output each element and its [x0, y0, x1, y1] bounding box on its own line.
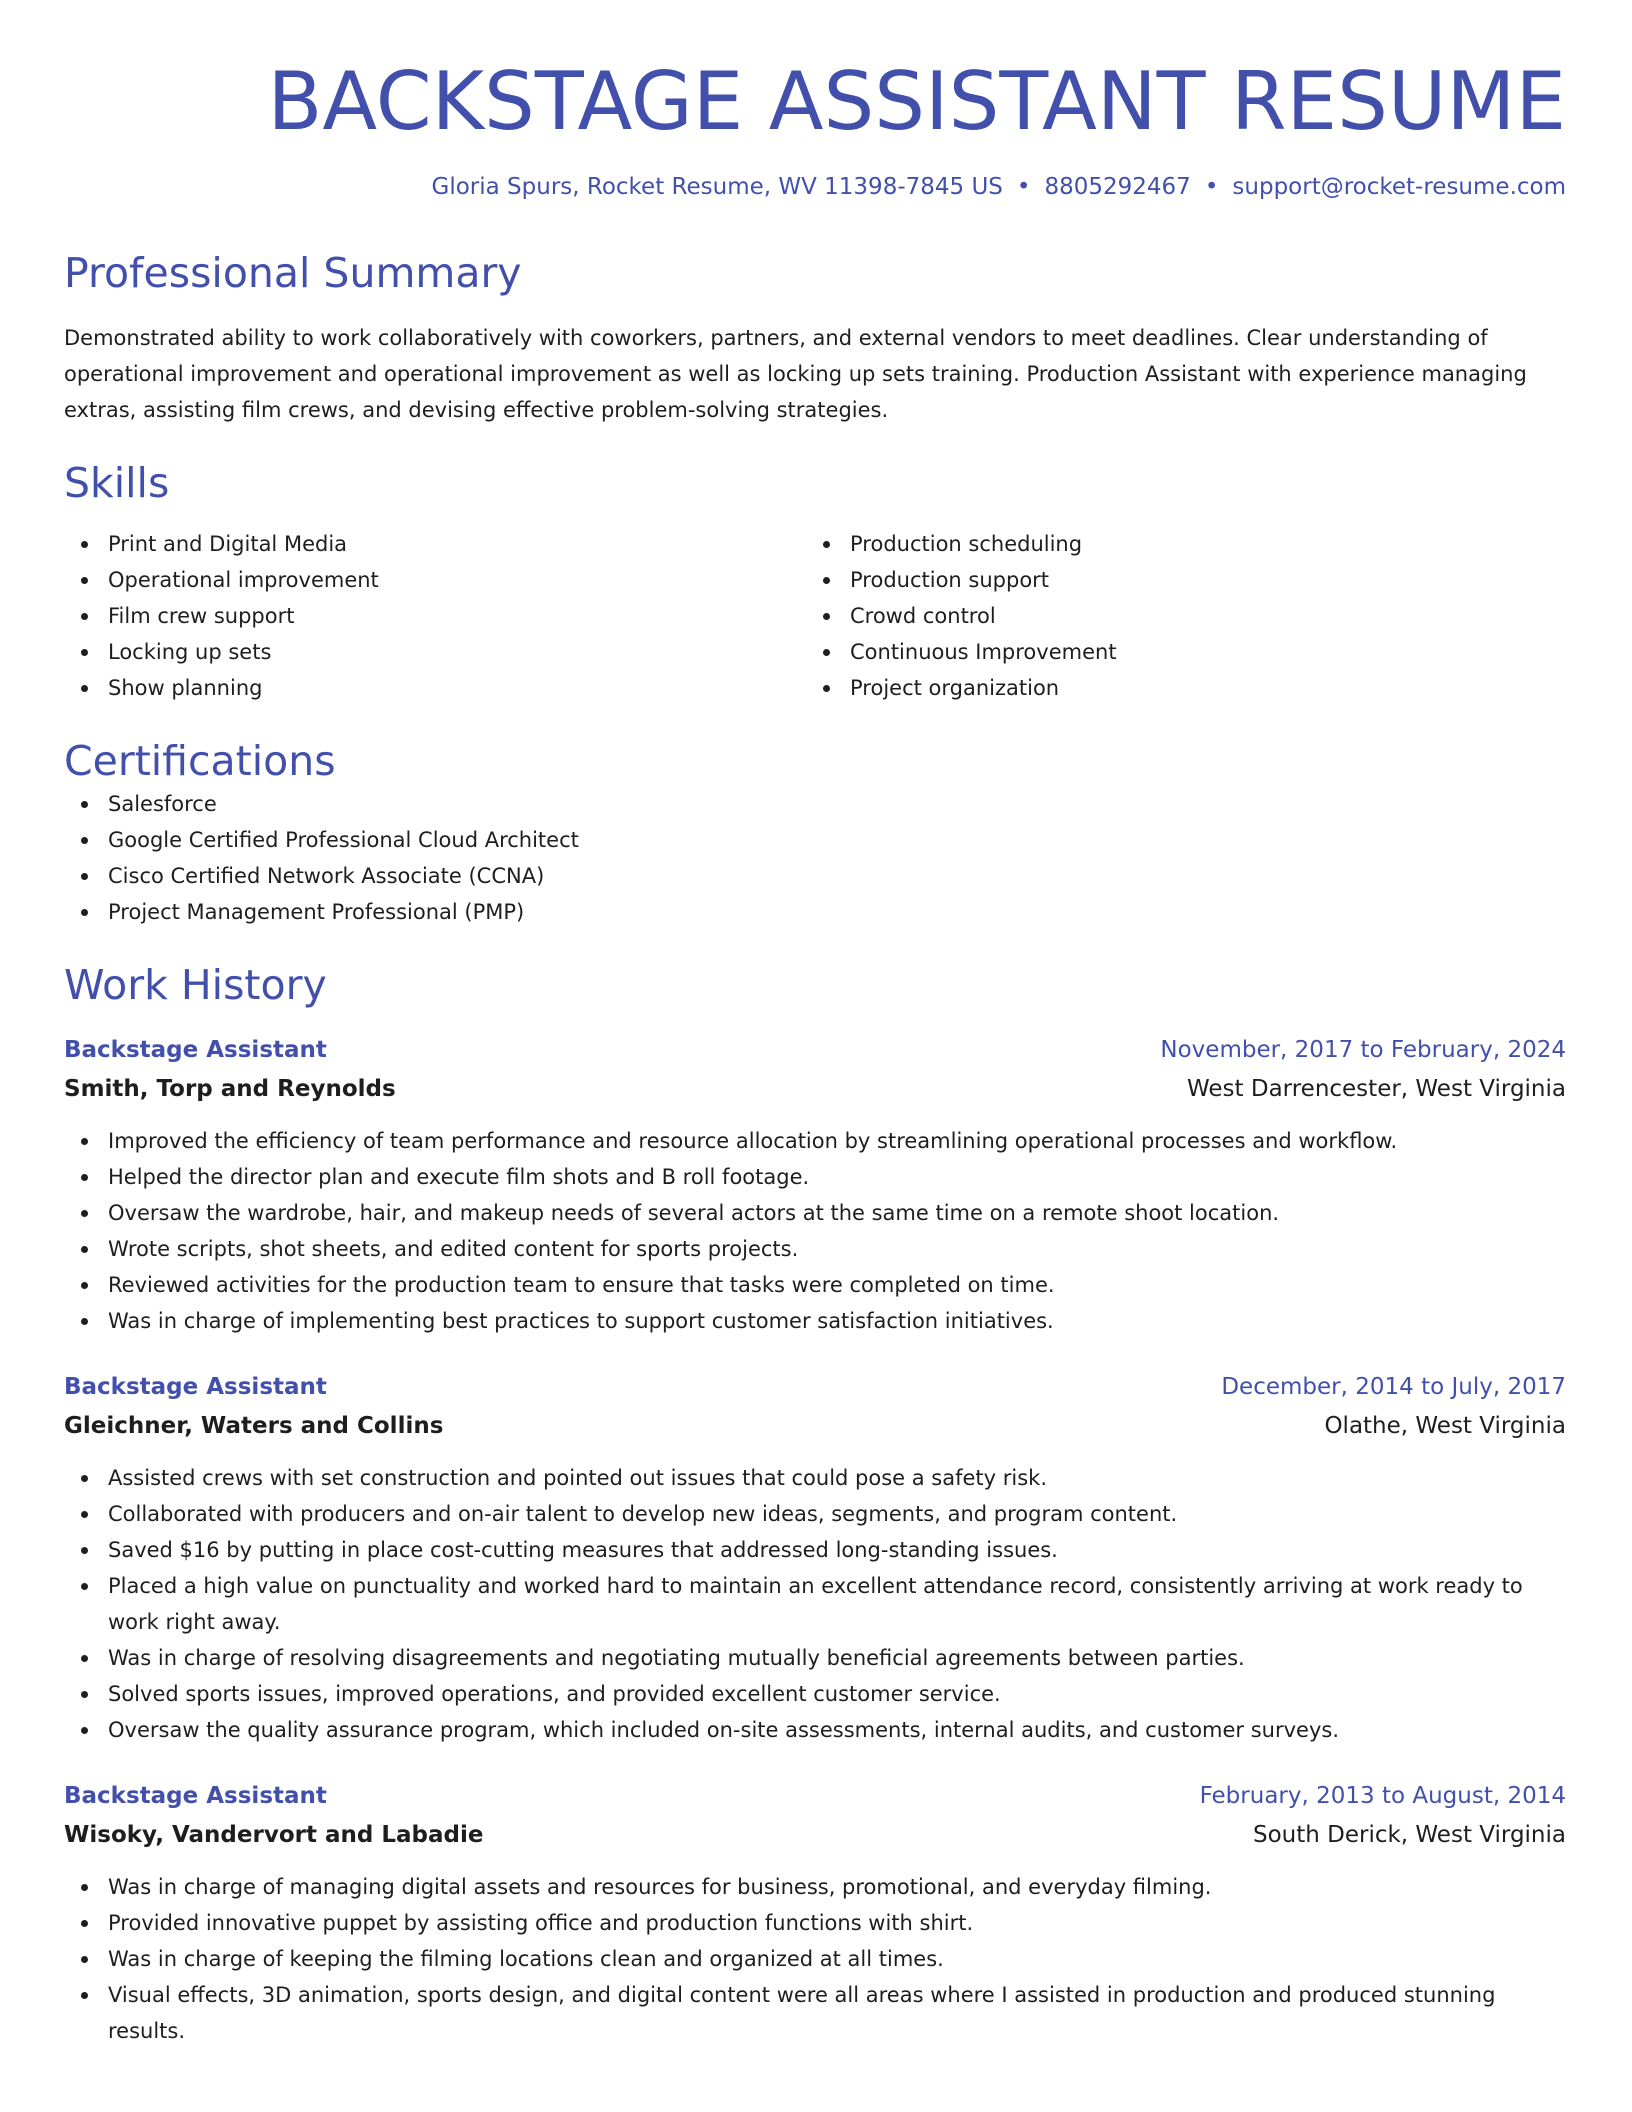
certification-item: Project Management Professional (PMP) [64, 894, 1566, 930]
job-bullets [64, 1460, 1566, 1748]
skill-item: Film crew support [64, 598, 806, 634]
skills-heading: Skills [64, 459, 170, 507]
job-header-row [64, 1032, 1566, 1068]
job-header-row [64, 1778, 1566, 1814]
skill-item: Print and Digital Media [64, 526, 806, 562]
job-bullet: Placed a high value on punctuality and worked hard to maintain an excellent attendance record, consistently arriving at work ready to work right away. [64, 1568, 1566, 1640]
job-entry [64, 1778, 1566, 2049]
job-company: Smith, Torp and Reynolds [64, 1076, 396, 1102]
resume-title: BACKSTAGE ASSISTANT RESUME [267, 55, 1566, 148]
skill-item: Production support [806, 562, 1548, 598]
summary-section [64, 248, 1566, 428]
contact-line [64, 174, 1566, 200]
skill-item: Production scheduling [806, 526, 1548, 562]
job-dates: November, 2017 to February, 2024 [1160, 1037, 1566, 1063]
contact-email[interactable]: support@rocket-resume.com [1232, 174, 1566, 200]
skill-item: Locking up sets [64, 634, 806, 670]
skills-column-left [64, 526, 806, 706]
job-bullet: Visual effects, 3D animation, sports design, and digital content were all areas where I assisted in production and produced stunning results. [64, 1977, 1566, 2049]
certifications-list [64, 786, 1566, 930]
job-company: Wisoky, Vandervort and Labadie [64, 1822, 484, 1848]
skill-item: Continuous Improvement [806, 634, 1548, 670]
job-bullet: Assisted crews with set construction and pointed out issues that could pose a safety risk. [64, 1460, 1566, 1496]
job-dates: February, 2013 to August, 2014 [1199, 1783, 1566, 1809]
skills-grid [64, 526, 1566, 706]
job-bullet: Was in charge of implementing best practices to support customer satisfaction initiatives. [64, 1303, 1566, 1339]
certifications-section [64, 736, 1566, 930]
job-subheader-row [64, 1068, 1566, 1107]
job-entry [64, 1032, 1566, 1339]
work-history-heading: Work History [64, 961, 327, 1009]
job-bullet: Was in charge of managing digital assets and resources for business, promotional, and everyday filming. [64, 1869, 1566, 1905]
skill-item: Crowd control [806, 598, 1548, 634]
contact-address: Gloria Spurs, Rocket Resume, WV 11398-7845 US [431, 174, 1003, 200]
job-bullet: Reviewed activities for the production team to ensure that tasks were completed on time. [64, 1267, 1566, 1303]
contact-separator: • [1016, 174, 1031, 200]
summary-heading: Professional Summary [64, 249, 522, 297]
certifications-heading: Certifications [64, 737, 336, 785]
job-bullet: Improved the efficiency of team performance and resource allocation by streamlining operational processes and workflow. [64, 1123, 1566, 1159]
resume-page [64, 52, 1566, 2049]
job-bullet: Provided innovative puppet by assisting office and production functions with shirt. [64, 1905, 1566, 1941]
job-bullets [64, 1123, 1566, 1339]
job-title: Backstage Assistant [64, 1374, 327, 1400]
job-location: West Darrencester, West Virginia [1187, 1076, 1566, 1102]
skill-item: Project organization [806, 670, 1548, 706]
certification-item: Cisco Certified Network Associate (CCNA) [64, 858, 1566, 894]
job-bullet: Saved $16 by putting in place cost-cutting measures that addressed long-standing issues. [64, 1532, 1566, 1568]
contact-separator: • [1204, 174, 1219, 200]
skills-section [64, 458, 1566, 706]
work-history-section [64, 960, 1566, 2049]
job-bullet: Was in charge of resolving disagreements and negotiating mutually beneficial agreements between parties. [64, 1640, 1566, 1676]
skill-item: Operational improvement [64, 562, 806, 598]
job-bullets [64, 1869, 1566, 2049]
contact-phone: 8805292467 [1044, 174, 1191, 200]
job-bullet: Solved sports issues, improved operations, and provided excellent customer service. [64, 1676, 1566, 1712]
job-subheader-row [64, 1814, 1566, 1853]
job-location: Olathe, West Virginia [1324, 1413, 1566, 1439]
job-bullet: Oversaw the quality assurance program, which included on-site assessments, internal audits, and customer surveys. [64, 1712, 1566, 1748]
summary-text: Demonstrated ability to work collaboratively with coworkers, partners, and external vendors to meet deadlines. Clear understanding of operational improvement and operational improvement as well as locking up sets training. Production Assistant with experience managing extras, assisting film crews, and devising effective problem-solving strategies. [64, 326, 1527, 422]
job-company: Gleichner, Waters and Collins [64, 1413, 444, 1439]
job-bullet: Was in charge of keeping the filming locations clean and organized at all times. [64, 1941, 1566, 1977]
skills-column-right [806, 526, 1548, 706]
job-title: Backstage Assistant [64, 1037, 327, 1063]
job-bullet: Helped the director plan and execute film shots and B roll footage. [64, 1159, 1566, 1195]
skill-item: Show planning [64, 670, 806, 706]
job-bullet: Oversaw the wardrobe, hair, and makeup needs of several actors at the same time on a remote shoot location. [64, 1195, 1566, 1231]
job-location: South Derick, West Virginia [1252, 1822, 1566, 1848]
job-header-row [64, 1369, 1566, 1405]
job-title: Backstage Assistant [64, 1783, 327, 1809]
job-bullet: Wrote scripts, shot sheets, and edited content for sports projects. [64, 1231, 1566, 1267]
job-bullet: Collaborated with producers and on-air talent to develop new ideas, segments, and program content. [64, 1496, 1566, 1532]
certification-item: Google Certified Professional Cloud Architect [64, 822, 1566, 858]
job-entry [64, 1369, 1566, 1748]
certification-item: Salesforce [64, 786, 1566, 822]
job-dates: December, 2014 to July, 2017 [1221, 1374, 1566, 1400]
job-subheader-row [64, 1405, 1566, 1444]
